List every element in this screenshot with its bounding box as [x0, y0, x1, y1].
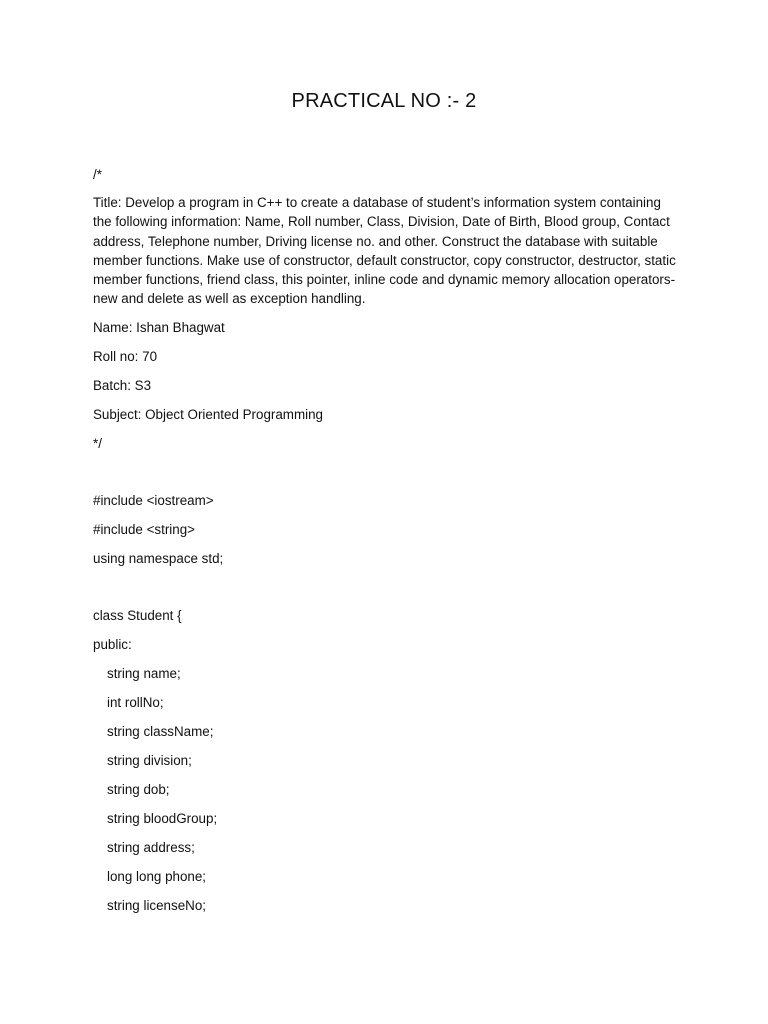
comment-close: */ — [93, 436, 102, 451]
member-line: string name; — [107, 666, 181, 681]
public-label-line: public: — [93, 637, 132, 652]
member-line: string bloodGroup; — [107, 811, 218, 826]
member-line: string address; — [107, 840, 195, 855]
include-string-line: #include <string> — [93, 522, 195, 537]
include-iostream-line: #include <iostream> — [93, 493, 214, 508]
using-namespace-line: using namespace std; — [93, 551, 224, 566]
class-declaration-line: class Student { — [93, 608, 182, 623]
batch: Batch: S3 — [93, 378, 152, 393]
member-line: long long phone; — [107, 869, 207, 884]
member-line: string dob; — [107, 782, 170, 797]
member-line: int rollNo; — [107, 695, 164, 710]
document-title: PRACTICAL NO :- 2 — [291, 90, 477, 112]
assignment-description: Title: Develop a program in C++ to create a database of student’s information system containing the following information: Name, Roll number, Class, Division, Date of Birth, Blood group, Contact address, Telephone number, Driving license no. and other. Construct the database with suitable member functions. Make use of constructor, default constructor, copy constructor, destructor, static member functions, friend class, this pointer, inline code and dynamic memory allocation operators-new and delete as well as exception handling. — [93, 195, 676, 307]
member-line: string className; — [107, 724, 214, 739]
member-line: string division; — [107, 753, 192, 768]
roll-number: Roll no: 70 — [93, 349, 158, 364]
comment-open: /* — [93, 167, 102, 182]
member-line: string licenseNo; — [107, 898, 206, 913]
student-name: Name: Ishan Bhagwat — [93, 320, 225, 335]
subject: Subject: Object Oriented Programming — [93, 407, 323, 422]
